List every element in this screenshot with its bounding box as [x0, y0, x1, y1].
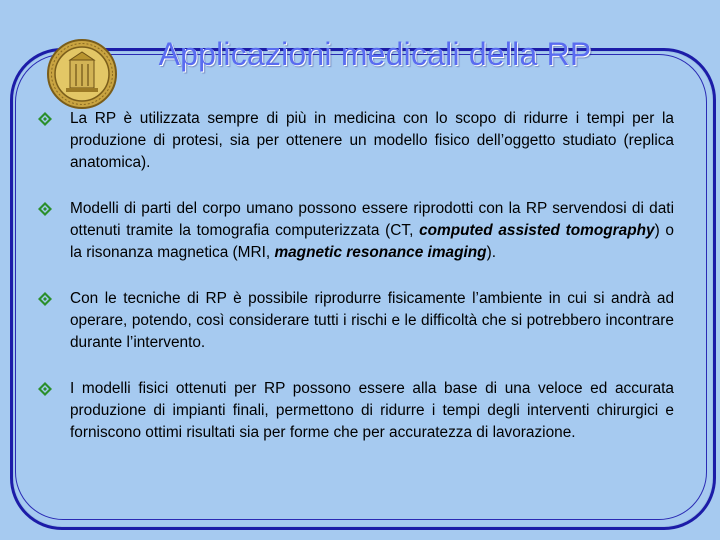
- diamond-bullet-icon: [38, 112, 52, 126]
- diamond-bullet-icon: [38, 292, 52, 306]
- diamond-bullet-icon: [38, 202, 52, 216]
- bullet-text: Con le tecniche di RP è possibile riprodurre fisicamente l’ambiente in cui si andrà ad operare, potendo, così considerare tutti i rischi e le difficoltà che si potrebbero incontrare durante l’intervento.: [70, 290, 674, 351]
- diamond-bullet-icon: [38, 382, 52, 396]
- university-seal-icon: [46, 38, 118, 110]
- bullet-text: La RP è utilizzata sempre di più in medicina con lo scopo di ridurre i tempi per la produzione di protesi, sia per ottenere un modello fisico dell’oggetto studiato (replica anatomica).: [70, 110, 674, 171]
- bullet-emphasis: computed assisted tomography: [419, 222, 655, 239]
- bullet-item: [38, 108, 674, 174]
- bullet-item: [38, 198, 674, 264]
- bullet-text: Modelli di parti del corpo umano possono essere riprodotti con la RP servendosi di dati ottenuti tramite la tomografia computerizzata (CT,: [70, 200, 674, 239]
- bullet-list: [38, 108, 674, 468]
- bullet-text: ).: [486, 244, 496, 261]
- bullet-text: I modelli fisici ottenuti per RP possono essere alla base di una veloce ed accurata produzione di impianti finali, permettono di ridurre i tempi degli interventi chirurgici e forniscono ottimi risultati sia per forme che per accuratezza di lavorazione.: [70, 380, 674, 441]
- bullet-item: [38, 378, 674, 444]
- slide-title: Applicazioni medicali della RP: [158, 36, 592, 72]
- bullet-text: ) o la risonanza magnetica (MRI,: [70, 222, 674, 261]
- bullet-item: [38, 288, 674, 354]
- bullet-emphasis: magnetic resonance imaging: [274, 244, 487, 261]
